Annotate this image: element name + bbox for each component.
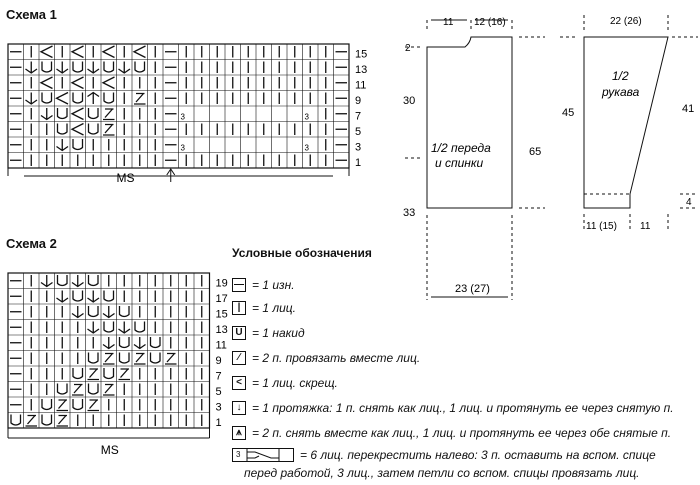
grid-cell (72, 385, 84, 396)
row-number: 11 (215, 339, 227, 352)
grid-cell (72, 77, 84, 89)
grid-cell (134, 46, 146, 58)
grid-cell (72, 124, 84, 136)
row-number: 5 (355, 126, 362, 138)
grid-cell (103, 46, 115, 58)
grid-cell (41, 275, 53, 287)
row-number: 11 (355, 79, 367, 92)
legend-symbol-icon: U (232, 326, 246, 340)
grid-cell (11, 415, 21, 426)
legend-item (232, 278, 295, 292)
grid-cell (73, 62, 83, 73)
grid-cell (41, 77, 53, 89)
grid-cell (73, 93, 83, 104)
grid-cell (181, 113, 186, 122)
grid-cell (58, 108, 68, 119)
scheme2-title: Схема 2 (6, 236, 57, 251)
cable-symbol (232, 448, 294, 462)
grid (8, 273, 210, 428)
grid-cell (181, 144, 186, 153)
grid-cell (89, 124, 99, 135)
grid-cell (72, 46, 84, 58)
grid-cell (41, 108, 53, 120)
legend-symbol-icon: ⩚ (232, 426, 246, 440)
body-shoulder: 2 (405, 43, 411, 54)
grid-cell (103, 109, 115, 120)
sleeve-cuff: 4 (686, 197, 692, 208)
grid-cell (103, 306, 115, 318)
grid-cell (72, 275, 84, 287)
grid-cell (88, 369, 100, 380)
legend-text: = 1 накид (252, 326, 305, 340)
grid-cell (103, 354, 115, 365)
legend-item (232, 376, 338, 390)
grid-cell (89, 275, 99, 286)
legend-symbol-icon: ∕ (232, 351, 246, 365)
grid-cell (120, 306, 130, 317)
grid-cell (104, 62, 114, 73)
grid-cell (58, 384, 68, 395)
row-number: 1 (215, 417, 222, 429)
grid-cell (135, 62, 145, 73)
row-number: 17 (215, 293, 228, 305)
row-number: 3 (215, 401, 222, 414)
grid-cell (119, 322, 131, 334)
scheme1-ms: MS (116, 171, 135, 185)
row-number: 19 (215, 277, 228, 290)
legend-text: = 2 п. провязать вместе лиц. (252, 351, 421, 365)
grid-cell (103, 337, 115, 349)
grid-cell (57, 62, 69, 74)
grid-cell (58, 275, 68, 286)
grid-cell (88, 291, 100, 303)
grid-cell (42, 399, 52, 410)
grid-cell (89, 384, 99, 395)
cable-cross-icon (233, 449, 293, 461)
grid-cell (89, 353, 99, 364)
row-number: 9 (355, 95, 362, 107)
scheme1-chart (0, 0, 368, 200)
legend-cable-row (232, 448, 656, 462)
grid-cell (305, 113, 310, 122)
legend-item (232, 426, 671, 440)
body-label-2: и спинки (435, 156, 484, 170)
cable-desc-2: перед работой, 3 лиц., затем петли со вспом. спицы провязать лиц. (244, 466, 640, 480)
grid-cell (26, 62, 38, 74)
grid-cell (305, 144, 310, 153)
grid-cell (134, 354, 146, 365)
grid-cell (151, 353, 161, 364)
legend-text: = 1 лиц. скрещ. (252, 376, 338, 390)
svg-text:3: 3 (180, 112, 185, 122)
row-number: 7 (215, 370, 222, 383)
grid-cell (73, 368, 83, 379)
grid-cell (57, 139, 69, 151)
cable-num: 3 (236, 450, 241, 459)
body-bottom: 23 (27) (455, 283, 490, 295)
row-number: 15 (355, 48, 368, 61)
grid-cell (104, 322, 114, 333)
legend-text: = 1 протяжка: 1 п. снять как лиц., 1 лиц. и протянуть ее через снятую п. (252, 401, 674, 415)
grid-cell (119, 62, 131, 74)
grid-cell (103, 385, 115, 396)
sleeve-label-1: 1/2 (612, 69, 629, 83)
grid-cell (120, 337, 130, 348)
grid-cell (57, 93, 69, 105)
grid (8, 44, 349, 168)
grid-cell (42, 93, 52, 104)
legend-item (232, 401, 674, 415)
legend-title: Условные обозначения (232, 246, 372, 260)
svg-text:3: 3 (304, 112, 309, 122)
grid-cell (26, 93, 38, 105)
sleeve-right: 41 (682, 103, 695, 115)
grid-cell (104, 368, 114, 379)
grid-cell (151, 337, 161, 348)
legend-symbol-icon: | (232, 301, 246, 315)
grid-cell (135, 322, 145, 333)
legend-symbol-icon: < (232, 376, 246, 390)
row-number: 13 (215, 324, 228, 336)
row-number: 13 (355, 64, 368, 76)
grid-cell (57, 416, 69, 427)
grid-cell (134, 337, 146, 349)
body-outline (427, 37, 512, 208)
row-number: 15 (215, 308, 228, 321)
grid-cell (104, 291, 114, 302)
body-label-1: 1/2 переда (431, 141, 491, 155)
sleeve-bottom-left: 11 (15) (586, 221, 617, 232)
grid-cell (104, 93, 114, 104)
grid-cell (73, 139, 83, 150)
sleeve-bottom-right: 11 (640, 221, 651, 232)
legend-text: = 1 лиц. (252, 301, 296, 315)
scheme2-chart (0, 255, 228, 457)
sleeve-outline (584, 37, 668, 208)
svg-text:3: 3 (304, 143, 309, 153)
body-top-right: 12 (16) (474, 17, 506, 28)
grid-cell (72, 306, 84, 318)
body-total: 65 (529, 146, 542, 158)
row-number: 7 (355, 110, 362, 123)
grid-cell (88, 62, 100, 74)
sleeve-label-2: рукава (602, 85, 640, 99)
legend-text: = 2 п. снять вместе как лиц., 1 лиц. и протянуть ее через обе снятые п. (252, 426, 672, 440)
svg-text:3: 3 (180, 143, 185, 153)
scheme2-ms: MS (100, 443, 119, 457)
legend-item (232, 301, 296, 315)
grid-cell (42, 62, 52, 73)
grid-cell (134, 94, 146, 105)
legend-item (232, 351, 420, 365)
legend-symbol-icon: ↓ (232, 401, 246, 415)
row-number: 9 (215, 355, 222, 367)
grid-cell (72, 108, 84, 120)
grid-cell (57, 400, 69, 411)
grid-cell (73, 399, 83, 410)
grid-cell (88, 93, 100, 105)
grid-cell (88, 400, 100, 411)
body-pattern-drawing (395, 0, 555, 310)
cable-desc-1: = 6 лиц. перекрестить налево: 3 п. оставить на вспом. спице (300, 448, 656, 462)
grid-cell (58, 124, 68, 135)
sleeve-left: 45 (562, 107, 575, 119)
grid-cell (120, 353, 130, 364)
grid-cell (42, 415, 52, 426)
body-lower: 33 (403, 207, 416, 219)
legend-symbol-icon: — (234, 279, 244, 290)
sleeve-top: 22 (26) (610, 16, 642, 27)
grid-cell (89, 306, 99, 317)
grid-cell (41, 46, 53, 58)
grid-cell (57, 291, 69, 303)
grid-cell (119, 369, 131, 380)
body-upper: 30 (403, 95, 416, 107)
grid-cell (103, 125, 115, 136)
sleeve-pattern-drawing (560, 0, 700, 250)
scheme1-title: Схема 1 (6, 7, 57, 22)
grid-cell (103, 77, 115, 89)
row-number: 1 (355, 157, 362, 169)
row-number: 5 (215, 386, 222, 398)
row-number: 3 (355, 141, 362, 154)
legend-item (232, 326, 305, 340)
grid-cell (165, 354, 177, 365)
grid-cell (89, 108, 99, 119)
grid-cell (26, 416, 38, 427)
grid-cell (88, 322, 100, 334)
legend-text: = 1 изн. (252, 278, 295, 292)
body-top-left: 11 (443, 17, 454, 28)
grid-cell (73, 291, 83, 302)
